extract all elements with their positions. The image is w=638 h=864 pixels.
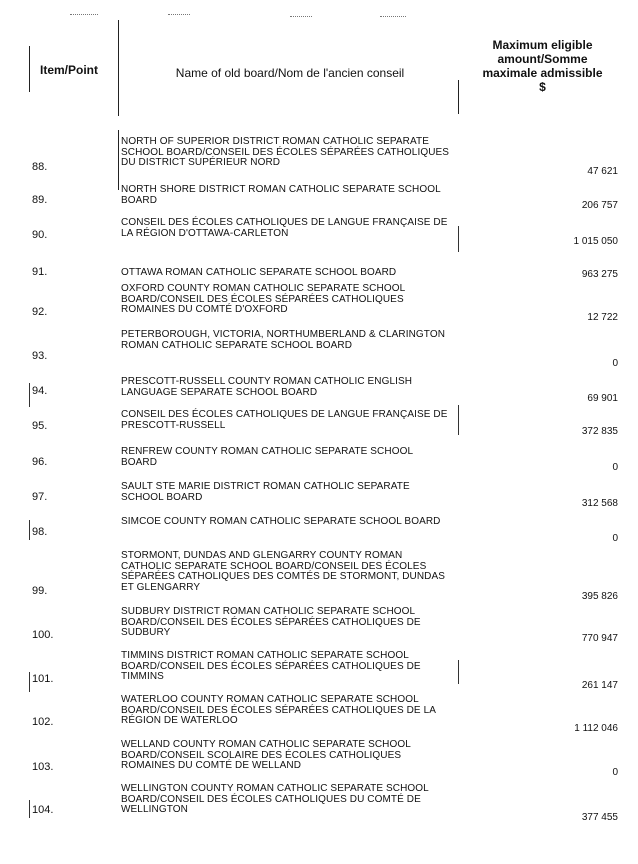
board-name: NORTH SHORE DISTRICT ROMAN CATHOLIC SEPARATE SCHOOL BOARD xyxy=(121,184,441,206)
board-name: SUDBURY DISTRICT ROMAN CATHOLIC SEPARATE SCHOOL BOARD/CONSEIL DES ÉCOLES SÉPARÉES CATHOLIQUES DE SUDBURY xyxy=(121,606,421,638)
table-row xyxy=(0,607,638,645)
table-row xyxy=(0,137,638,185)
scan-dots xyxy=(380,16,406,17)
table-row xyxy=(0,740,638,778)
column-divider xyxy=(29,46,30,92)
scan-tick xyxy=(458,405,459,435)
item-number: 97. xyxy=(32,491,48,503)
item-number: 101. xyxy=(32,673,54,685)
board-name: WELLINGTON COUNTY ROMAN CATHOLIC SEPARATE SCHOOL BOARD/CONSEIL DES ÉCOLES CATHOLIQUES DU COMTÉ DE WELLINGTON xyxy=(121,783,429,815)
scan-tick xyxy=(29,383,30,407)
max-amount: 395 826 xyxy=(581,591,618,602)
max-amount: 377 455 xyxy=(581,812,618,823)
board-name: SAULT STE MARIE DISTRICT ROMAN CATHOLIC SEPARATE SCHOOL BOARD xyxy=(121,481,410,503)
item-number: 93. xyxy=(32,350,48,362)
item-number: 94. xyxy=(32,385,48,397)
board-name: PETERBOROUGH, VICTORIA, NORTHUMBERLAND & CLARINGTON ROMAN CATHOLIC SEPARATE SCHOOL BOARD xyxy=(121,329,446,351)
table-row xyxy=(0,218,638,260)
column-header-name: Name of old board/Nom de l'ancien conseil xyxy=(175,66,405,80)
table-row xyxy=(0,284,638,324)
column-divider xyxy=(118,20,119,116)
max-amount: 1 015 050 xyxy=(573,236,618,247)
item-number: 88. xyxy=(32,161,48,173)
board-name: NORTH OF SUPERIOR DISTRICT ROMAN CATHOLIC SEPARATE SCHOOL BOARD/CONSEIL DES ÉCOLES SÉPARÉES CATHOLIQUES DU DISTRICT SUPÉRIEUR NORD xyxy=(121,136,450,168)
table-row xyxy=(0,266,638,284)
board-name: STORMONT, DUNDAS AND GLENGARRY COUNTY ROMAN CATHOLIC SEPARATE SCHOOL BOARD/CONSEIL DES ÉCOLES SÉPARÉES CATHOLIQUES DES COMTÉS DE STORMONT, DUNDAS ET GLENGARRY xyxy=(121,550,446,593)
item-number: 96. xyxy=(32,456,48,468)
item-number: 102. xyxy=(32,716,54,728)
item-number: 100. xyxy=(32,629,54,641)
table-row xyxy=(0,377,638,405)
item-number: 91. xyxy=(32,266,48,278)
board-name: WELLAND COUNTY ROMAN CATHOLIC SEPARATE SCHOOL BOARD/CONSEIL SCOLAIRE DES ÉCOLES CATHOLIQUES ROMAINES DU COMTÉ DE WELLAND xyxy=(121,739,411,771)
item-number: 99. xyxy=(32,585,48,597)
table-row xyxy=(0,185,638,215)
column-divider xyxy=(458,80,459,114)
max-amount: 0 xyxy=(612,767,618,778)
board-name: SIMCOE COUNTY ROMAN CATHOLIC SEPARATE SCHOOL BOARD xyxy=(121,516,441,527)
max-amount: 69 901 xyxy=(587,393,618,404)
scan-tick xyxy=(29,672,30,692)
scan-tick xyxy=(29,800,30,818)
amount-header-line1: Maximum eligible xyxy=(492,38,593,52)
board-name: CONSEIL DES ÉCOLES CATHOLIQUES DE LANGUE FRANÇAISE DE PRESCOTT-RUSSELL xyxy=(121,409,448,431)
max-amount: 312 568 xyxy=(581,498,618,509)
amount-header-line2: amount/Somme xyxy=(497,52,588,66)
item-number: 103. xyxy=(32,761,54,773)
amount-header-line4: $ xyxy=(539,80,546,94)
board-name: RENFREW COUNTY ROMAN CATHOLIC SEPARATE SCHOOL BOARD xyxy=(121,446,413,468)
amount-header-line3: maximale admissible xyxy=(482,66,603,80)
table-row xyxy=(0,447,638,477)
item-number: 90. xyxy=(32,229,48,241)
table-row xyxy=(0,651,638,689)
board-name: OXFORD COUNTY ROMAN CATHOLIC SEPARATE SCHOOL BOARD/CONSEIL DES ÉCOLES SÉPARÉES CATHOLIQUES ROMAINES DU COMTÉ D'OXFORD xyxy=(121,283,405,315)
table-row xyxy=(0,517,638,545)
scan-dots xyxy=(290,16,312,17)
scan-dots xyxy=(70,14,98,15)
board-name: PRESCOTT-RUSSELL COUNTY ROMAN CATHOLIC ENGLISH LANGUAGE SEPARATE SCHOOL BOARD xyxy=(121,376,413,398)
board-name: WATERLOO COUNTY ROMAN CATHOLIC SEPARATE SCHOOL BOARD/CONSEIL DES ÉCOLES SÉPARÉES CATHOLIQUES DE LA RÉGION DE WATERLOO xyxy=(121,694,436,726)
max-amount: 206 757 xyxy=(581,200,618,211)
column-header-item: Item/Point xyxy=(40,63,99,77)
max-amount: 770 947 xyxy=(581,633,618,644)
table-row xyxy=(0,695,638,733)
max-amount: 12 722 xyxy=(587,312,618,323)
table-row xyxy=(0,784,638,824)
table-row xyxy=(0,482,638,512)
board-name: OTTAWA ROMAN CATHOLIC SEPARATE SCHOOL BOARD xyxy=(121,267,397,278)
board-name: TIMMINS DISTRICT ROMAN CATHOLIC SEPARATE SCHOOL BOARD/CONSEIL DES ÉCOLES SÉPARÉES CATHOLIQUES DE TIMMINS xyxy=(121,650,421,682)
max-amount: 0 xyxy=(612,533,618,544)
item-number: 89. xyxy=(32,194,48,206)
item-number: 92. xyxy=(32,306,48,318)
scan-tick xyxy=(29,520,30,540)
max-amount: 372 835 xyxy=(581,426,618,437)
table-row xyxy=(0,410,638,440)
board-name: CONSEIL DES ÉCOLES CATHOLIQUES DE LANGUE FRANÇAISE DE LA RÉGION D'OTTAWA-CARLETON xyxy=(121,217,448,239)
max-amount: 0 xyxy=(612,462,618,473)
max-amount: 261 147 xyxy=(581,680,618,691)
item-number: 104. xyxy=(32,804,54,816)
scan-tick xyxy=(458,660,459,684)
max-amount: 0 xyxy=(612,358,618,369)
scan-tick xyxy=(458,226,459,252)
table-row xyxy=(0,330,638,370)
column-header-amount xyxy=(470,38,615,94)
table-row xyxy=(0,551,638,601)
item-number: 95. xyxy=(32,420,48,432)
item-number: 98. xyxy=(32,526,48,538)
scan-dots xyxy=(168,14,190,15)
max-amount: 47 621 xyxy=(587,166,618,177)
max-amount: 1 112 046 xyxy=(574,723,618,734)
max-amount: 963 275 xyxy=(581,269,618,280)
